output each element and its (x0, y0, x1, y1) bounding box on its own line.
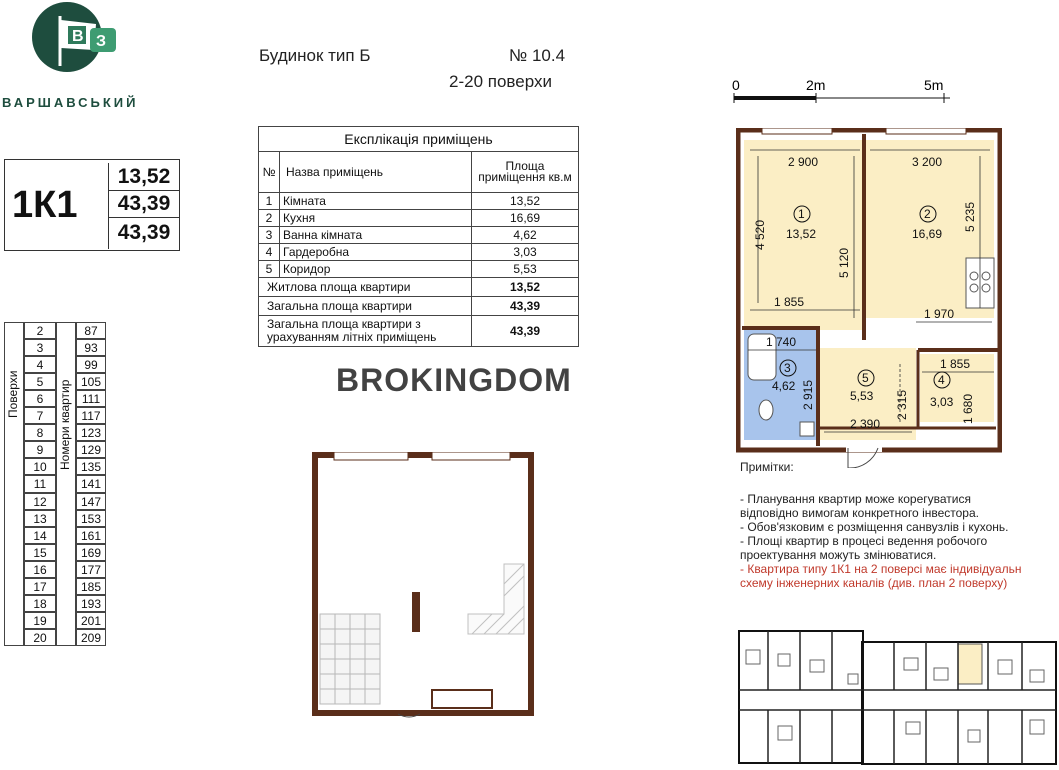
explication-table (258, 126, 579, 347)
room-1-area: 13,52 (786, 227, 817, 241)
apartment-number-cell: 111 (76, 390, 106, 407)
scale-bar (728, 76, 958, 106)
dim-1970: 1 970 (924, 307, 955, 321)
apartment-number-cell: 99 (76, 356, 106, 373)
dim-1680: 1 680 (961, 393, 975, 424)
room-5-area: 5,53 (850, 389, 874, 403)
room-4-number: 4 (938, 373, 945, 387)
floor-number-cell: 7 (24, 407, 56, 424)
building-number: № 10.4 (509, 46, 566, 65)
apartment-number-cell: 209 (76, 629, 106, 646)
building-type: Будинок тип Б (259, 46, 371, 65)
numbers-label-column (56, 322, 76, 646)
floor-number-cell: 13 (24, 510, 56, 527)
room-5-number: 5 (862, 371, 869, 385)
total-area-value: 43,39 (108, 190, 179, 218)
floor-number-cell: 11 (24, 475, 56, 492)
dim-4520: 4 520 (753, 219, 767, 250)
col-num-header: № (259, 152, 280, 193)
scale-2m: 2m (806, 77, 826, 93)
apartment-number-cell: 129 (76, 441, 106, 458)
room-3-number: 3 (784, 361, 791, 375)
note-line-red: - Квартира типу 1К1 на 2 поверсі має індивідуальн (740, 562, 1022, 576)
apartment-number-cell: 185 (76, 578, 106, 595)
shell-plan (312, 452, 534, 720)
table-row: 4 Гардеробна 3,03 (259, 244, 579, 261)
apartment-number-cell: 135 (76, 458, 106, 475)
dim-2315: 2 315 (895, 389, 909, 420)
floor-number-cell: 8 (24, 424, 56, 441)
dim-1740: 1 740 (766, 335, 797, 349)
apartment-number-cell: 161 (76, 527, 106, 544)
numbers-label: Номери квартир (58, 379, 72, 470)
floor-number-cell: 5 (24, 373, 56, 390)
apartment-number-cell: 153 (76, 510, 106, 527)
floor-number-cell: 19 (24, 612, 56, 629)
apartment-number-cell: 169 (76, 544, 106, 561)
apartment-number-cell: 177 (76, 561, 106, 578)
room-2-number: 2 (924, 207, 931, 221)
dim-1855-b: 1 855 (940, 357, 971, 371)
room-3-area: 4,62 (772, 379, 796, 393)
apartment-number-cell: 147 (76, 493, 106, 510)
floor-number-cell: 17 (24, 578, 56, 595)
summer-area-row: Загальна площа квартири з урахуванням літніх приміщень 43,39 (259, 316, 579, 347)
floor-number-cell: 12 (24, 493, 56, 510)
explication-caption: Експлікація приміщень (259, 127, 579, 152)
col-area-header: Площа приміщення кв.м (472, 152, 579, 193)
logo-letter-v: В (72, 28, 84, 45)
floor-number-cell: 15 (24, 544, 56, 561)
apartment-number-cell: 141 (76, 475, 106, 492)
floor-number-cell: 18 (24, 595, 56, 612)
floor-number-cell: 2 (24, 322, 56, 339)
floor-range: 2-20 поверхи (449, 72, 552, 91)
notes-block (740, 460, 1058, 590)
floor-number-cell: 20 (24, 629, 56, 646)
living-area-row: Житлова площа квартири 13,52 (259, 278, 579, 297)
table-row: 1 Кімната 13,52 (259, 193, 579, 210)
floor-number-cell: 9 (24, 441, 56, 458)
apartment-number-cell: 193 (76, 595, 106, 612)
floor-number-cell: 16 (24, 561, 56, 578)
note-line: проектування можуть змінюватися. (740, 548, 937, 562)
brand-name: ВАРШАВСЬКИЙ (2, 95, 139, 110)
total-area-row: Загальна площа квартири 43,39 (259, 297, 579, 316)
dim-2390: 2 390 (850, 417, 881, 431)
logo-mark-icon (32, 2, 132, 74)
floors-label: Поверхи (6, 370, 20, 418)
living-area-value: 13,52 (108, 163, 179, 191)
apartment-number-cell: 93 (76, 339, 106, 356)
apartment-plan (736, 128, 1002, 468)
floor-number-cell: 4 (24, 356, 56, 373)
apartment-number-cell: 117 (76, 407, 106, 424)
apartment-number-cell: 87 (76, 322, 106, 339)
apartment-number-cell: 105 (76, 373, 106, 390)
total-area-summer-value: 43,39 (108, 217, 179, 249)
scale-0: 0 (732, 77, 740, 93)
dim-2915: 2 915 (801, 379, 815, 410)
apartment-number-cell: 123 (76, 424, 106, 441)
note-line: - Планування квартир може корегуватися (740, 492, 971, 506)
apartment-code: 1К1 (12, 184, 78, 226)
table-row: 2 Кухня 16,69 (259, 210, 579, 227)
dim-3200: 3 200 (912, 155, 943, 169)
logo-letter-z: З (96, 33, 107, 50)
key-plan (738, 630, 1058, 766)
note-line: - Обов'язковим є розміщення санвузлів і кухонь. (740, 520, 1009, 534)
dim-2900: 2 900 (788, 155, 819, 169)
floor-number-cell: 10 (24, 458, 56, 475)
floor-number-cell: 6 (24, 390, 56, 407)
dim-1855-a: 1 855 (774, 295, 805, 309)
note-line: відповідно вимогам конкретного інвестора. (740, 506, 979, 520)
note-line: - Площі квартир в процесі ведення робочого (740, 534, 988, 548)
room-4-area: 3,03 (930, 395, 954, 409)
floor-number-cell: 14 (24, 527, 56, 544)
dim-5120: 5 120 (837, 247, 851, 278)
notes-title: Примітки: (740, 460, 794, 474)
note-line-red: схему інженерних каналів (див. план 2 поверху) (740, 576, 1008, 590)
scale-5m: 5m (924, 77, 944, 93)
floor-number-cell: 3 (24, 339, 56, 356)
room-2-area: 16,69 (912, 227, 943, 241)
watermark: BROKINGDOM (336, 362, 572, 398)
table-row: 3 Ванна кімната 4,62 (259, 227, 579, 244)
room-1-number: 1 (798, 207, 805, 221)
table-row: 5 Коридор 5,53 (259, 261, 579, 278)
dim-5235: 5 235 (963, 201, 977, 232)
col-name-header: Назва приміщень (280, 152, 472, 193)
apartment-number-cell: 201 (76, 612, 106, 629)
